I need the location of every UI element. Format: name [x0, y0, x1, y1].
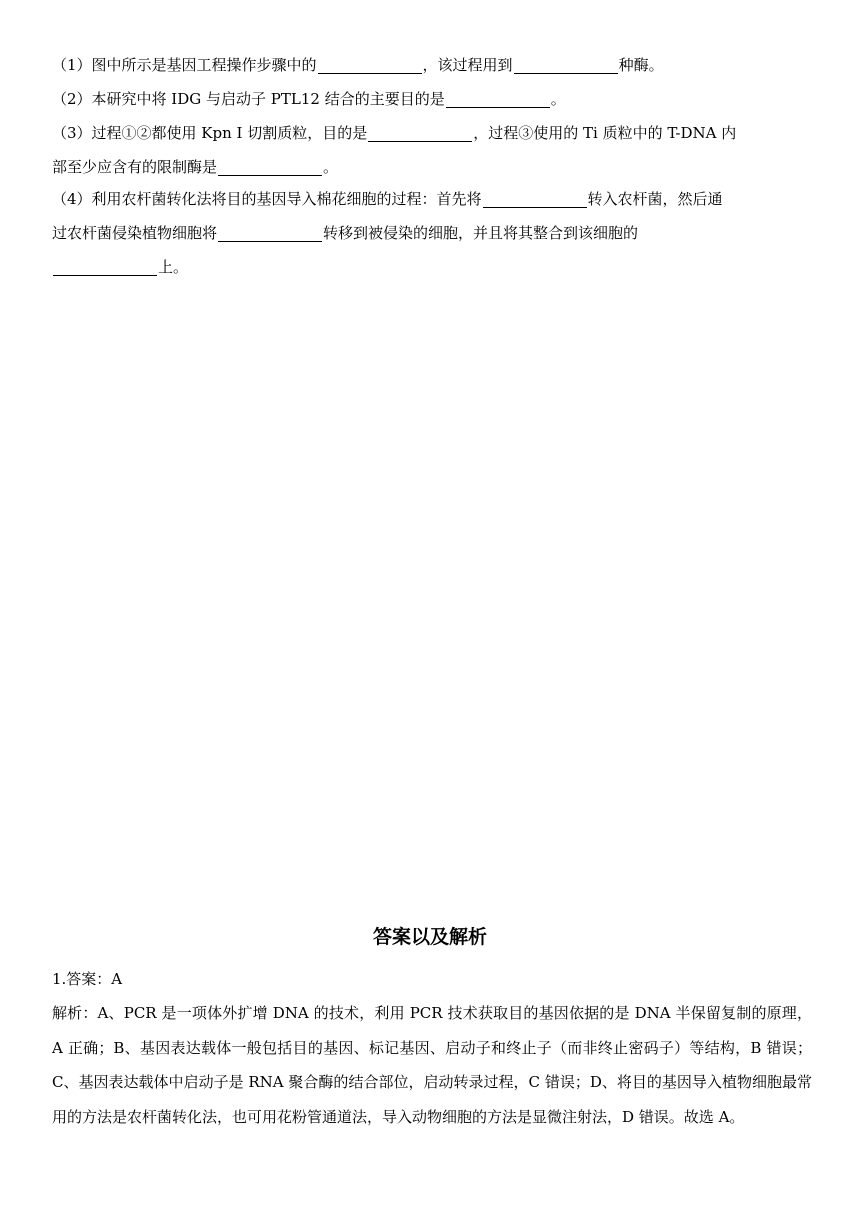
- answer-1-explanation: 解析：A、PCR 是一项体外扩增 DNA 的技术，利用 PCR 技术获取目的基因依据的是 DNA 半保留复制的原理，A 正确；B、基因表达载体一般包括目的基因、标记基因、启动子和终止子（而非终止密码子）等结构，B 错误；C、基因表达载体中启动子是 RNA 聚合酶的结合部位，启动转录过程，C 错误；D、将目的基因导入植物细胞最常用的方法是农杆菌转化法，也可用花粉管通道法，导入动物细胞的方法是显微注射法，D 错误。故选 A。: [52, 1004, 812, 1126]
- question-4-line-3: [52, 250, 812, 284]
- answer-blank[interactable]: [53, 257, 157, 276]
- question-3-text-c: 部至少应含有的限制酶是: [52, 158, 218, 176]
- question-3-line-2: [52, 150, 812, 184]
- question-3-text-a: （3）过程①②都使用 Kpn Ⅰ 切割质粒，目的是: [52, 124, 368, 142]
- answer-blank[interactable]: [218, 223, 322, 242]
- answers-heading: 答案以及解析: [372, 926, 487, 948]
- answer-blank[interactable]: [514, 55, 618, 74]
- question-4-text-c: 过农杆菌侵染植物细胞将: [52, 224, 218, 242]
- answer-blank[interactable]: [218, 157, 322, 176]
- answer-blank[interactable]: [318, 55, 422, 74]
- answer-blank[interactable]: [483, 189, 587, 208]
- question-3-text-b: ，过程③使用的 Ti 质粒中的 T-DNA 内: [473, 124, 737, 142]
- question-4-text-b: 转入农杆菌，然后通: [587, 190, 723, 208]
- question-3-text-d: 。: [323, 158, 339, 176]
- answer-blank[interactable]: [446, 89, 550, 108]
- question-1-text-c: 种酶。: [618, 56, 664, 74]
- question-3-line-1: [52, 116, 812, 150]
- question-1-text-a: （1）图中所示是基因工程操作步骤中的: [52, 56, 317, 74]
- question-4-text-d: 转移到被侵染的细胞，并且将其整合到该细胞的: [323, 224, 639, 242]
- question-2: [52, 82, 812, 116]
- answer-1: 1.答案：A: [52, 970, 123, 988]
- question-2-text-b: 。: [550, 90, 566, 108]
- question-2-text-a: （2）本研究中将 IDG 与启动子 PTL12 结合的主要目的是: [52, 90, 445, 108]
- question-1-text-b: ，该过程用到: [422, 56, 513, 74]
- question-1: [52, 48, 812, 82]
- answer-blank[interactable]: [368, 123, 472, 142]
- question-4-text-a: （4）利用农杆菌转化法将目的基因导入棉花细胞的过程：首先将: [52, 190, 482, 208]
- question-4-text-e: 上。: [158, 258, 189, 276]
- question-4-line-2: [52, 216, 812, 250]
- question-4-line-1: [52, 182, 812, 216]
